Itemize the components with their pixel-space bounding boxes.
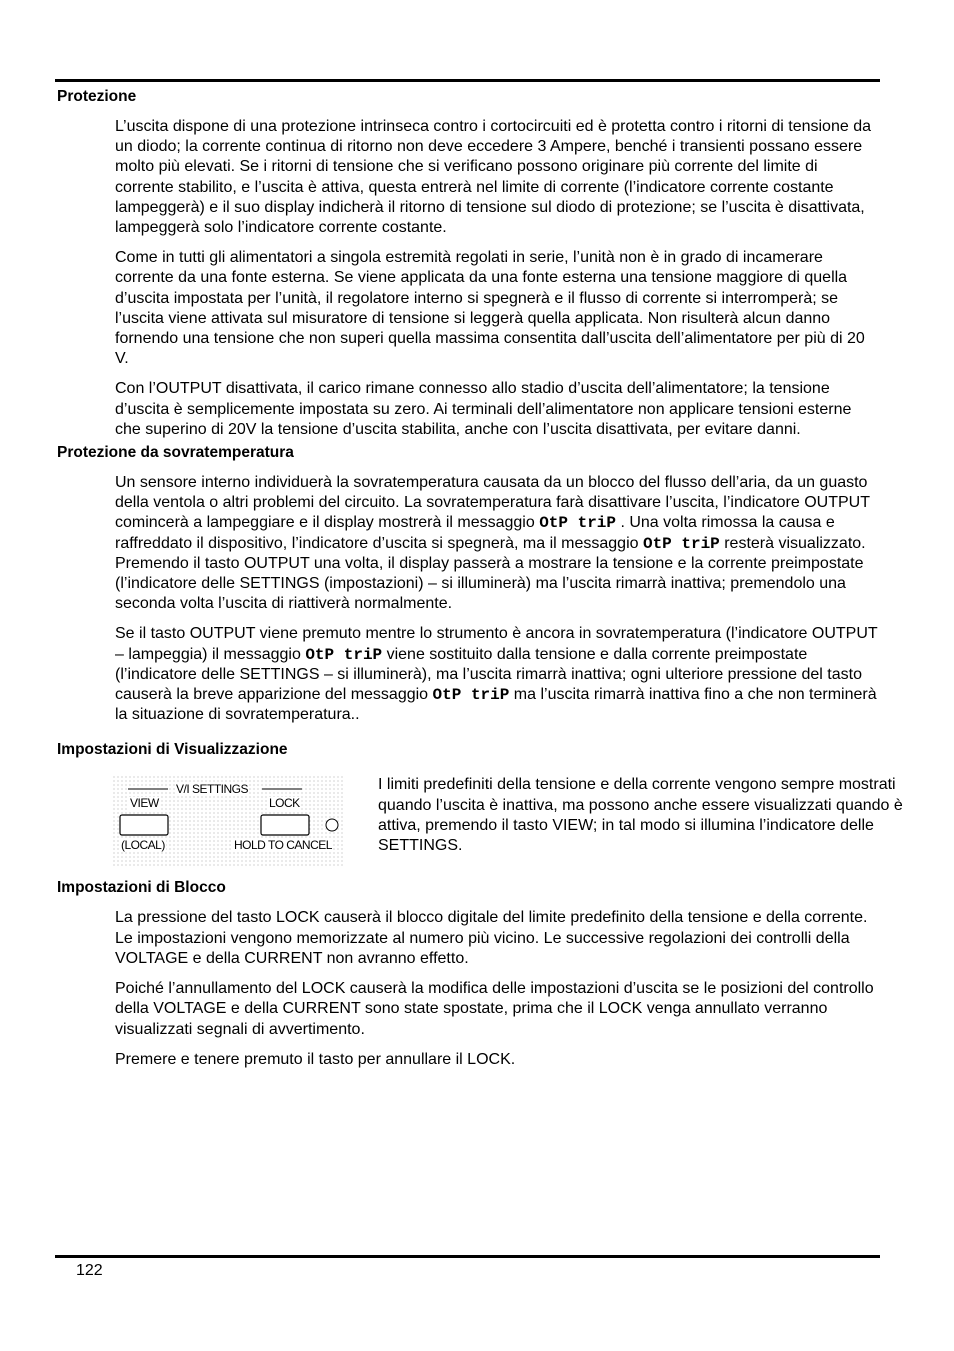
display-message: OtP triP — [305, 645, 383, 664]
display-message: OtP triP — [539, 514, 616, 533]
local-label: (LOCAL) — [121, 838, 165, 853]
paragraph: Con l’OUTPUT disattivata, il carico rimane connesso allo stadio d’uscita dell’alimentatore; la tensione d’uscita è semplicemente impostata su zero. Ai terminali dell’alimentatore non applicare tensioni esterne che superino di 20V la tensione d’uscita stabilita, anche con l’uscita disattivata, per evitare danni. — [115, 380, 852, 438]
heading-sovratemperatura: Protezione da sovratemperatura — [57, 444, 294, 462]
section-protezione — [57, 86, 880, 440]
paragraph: Premere e tenere premuto il tasto per annullare il LOCK. — [115, 1050, 516, 1068]
display-settings-row — [57, 775, 903, 875]
paragraph — [115, 624, 880, 725]
text-run: Un sensore interno individuerà la sovratemperatura causata da un blocco del flusso dell’aria, da un guasto della ventola o altri problemi del circuito. La sovratemperatura farà disattivare l’uscita, l’indicatore OUTPUT comincerà a lampeggiare e il display mostrerà il messaggio — [115, 474, 870, 532]
vi-settings-panel — [112, 775, 344, 867]
paragraph: La pressione del tasto LOCK causerà il blocco digitale del limite predefinito della tensione e della corrente. Le impostazioni vengono memorizzate al numero più vicino. Le successive regolazioni dei controlli della VOLTAGE e della CURRENT non avranno effetto. — [115, 909, 868, 967]
section-visualizzazione — [57, 739, 903, 875]
view-label: VIEW — [130, 796, 159, 811]
page-content — [57, 86, 903, 1080]
top-rule — [55, 79, 880, 82]
heading-visualizzazione: Impostazioni di Visualizzazione — [57, 741, 288, 759]
bottom-rule — [55, 1255, 880, 1258]
hold-to-cancel-label: HOLD TO CANCEL — [234, 838, 332, 853]
page-number: 122 — [76, 1262, 103, 1279]
paragraph: Come in tutti gli alimentatori a singola estremità regolati in serie, l’unità non è in grado di incamerare corrente da una fonte esterna. Se viene applicata da una fonte esterna una tensione maggiore di quella d’uscita impostata per l’unità, il regolatore interno si spegnerà e il flusso di corrente si interromperà; se l’uscita viene attivata sul misuratore di tensione si leggerà quella applicata. Non risulterà alcun danno fornendo una tensione che non superi quella massima consentita dall’uscita dell’alimentatore per più di 20 V. — [115, 249, 865, 368]
heading-protezione: Protezione — [57, 88, 137, 105]
section-blocco — [57, 877, 880, 1069]
paragraph: Poiché l’annullamento del LOCK causerà la modifica delle impostazioni d’uscita se le posizioni del controllo della VOLTAGE e della CURRENT sono state spostate, prima che il LOCK venga annullato verranno visualizzati segnali di avvertimento. — [115, 980, 874, 1038]
display-settings-text: I limiti predefiniti della tensione e della corrente vengono sempre mostrati quando l’uscita è inattiva, ma possono anche essere visualizzati quando è attiva, premendo il tasto VIEW; in tal modo si illumina l’indicatore delle SETTINGS. — [378, 776, 903, 855]
text-run: resterà visualizzato. Premendo il tasto OUTPUT una volta, il display passerà a mostrare la tensione e la corrente preimpostate (l’indicatore delle SETTINGS (impostazioni) – si illuminerà) ma l’uscita rimarrà inattiva; premendolo una seconda volta l’uscita di riattiverà normalmente. — [115, 534, 866, 613]
text-run: ma l’uscita rimarrà inattiva fino a che non terminerà la situazione di sovratemperatura.. — [115, 686, 877, 724]
section-sovratemperatura — [57, 442, 880, 725]
heading-blocco: Impostazioni di Blocco — [57, 879, 226, 897]
paragraph: L’uscita dispone di una protezione intrinseca contro i cortocircuiti ed è protetta contro i ritorni di tensione da un diodo; la corrente continua di ritorno non deve eccedere 3 Ampere, benché i transienti possano essere molto più elevati. Se i ritorni di tensione che si verificano possono originare più corrente del limite di corrente stabilito, e l’uscita è attiva, questa entrerà nel limite di corrente (l’indicatore corrente costante lampeggerà) e il suo display indicherà il ritorno di tensione sul diodo di protezione; se l’uscita è disattivata, lampeggerà solo l’indicatore corrente costante. — [115, 118, 871, 237]
text-run: viene sostituito dalla tensione e dalla corrente preimpostate (l’indicatore delle SETTINGS – si illuminerà), ma l’uscita rimarrà inattiva; ogni ulteriore pressione del tasto causerà la breve apparizione del messaggio — [115, 645, 862, 704]
text-run: Se il tasto OUTPUT viene premuto mentre lo strumento è ancora in sovratemperatura (l’indicatore OUTPUT – lampeggia) il messaggio — [115, 625, 878, 663]
lock-label: LOCK — [269, 796, 300, 811]
vi-settings-title: V/I SETTINGS — [176, 782, 249, 797]
display-message: OtP triP — [642, 534, 720, 553]
paragraph — [115, 473, 880, 614]
display-message: OtP triP — [432, 686, 510, 705]
text-run: . Una volta rimossa la causa e raffreddato il dispositivo, l’indicatore d’uscita si spegnerà, ma il messaggio — [115, 514, 835, 552]
